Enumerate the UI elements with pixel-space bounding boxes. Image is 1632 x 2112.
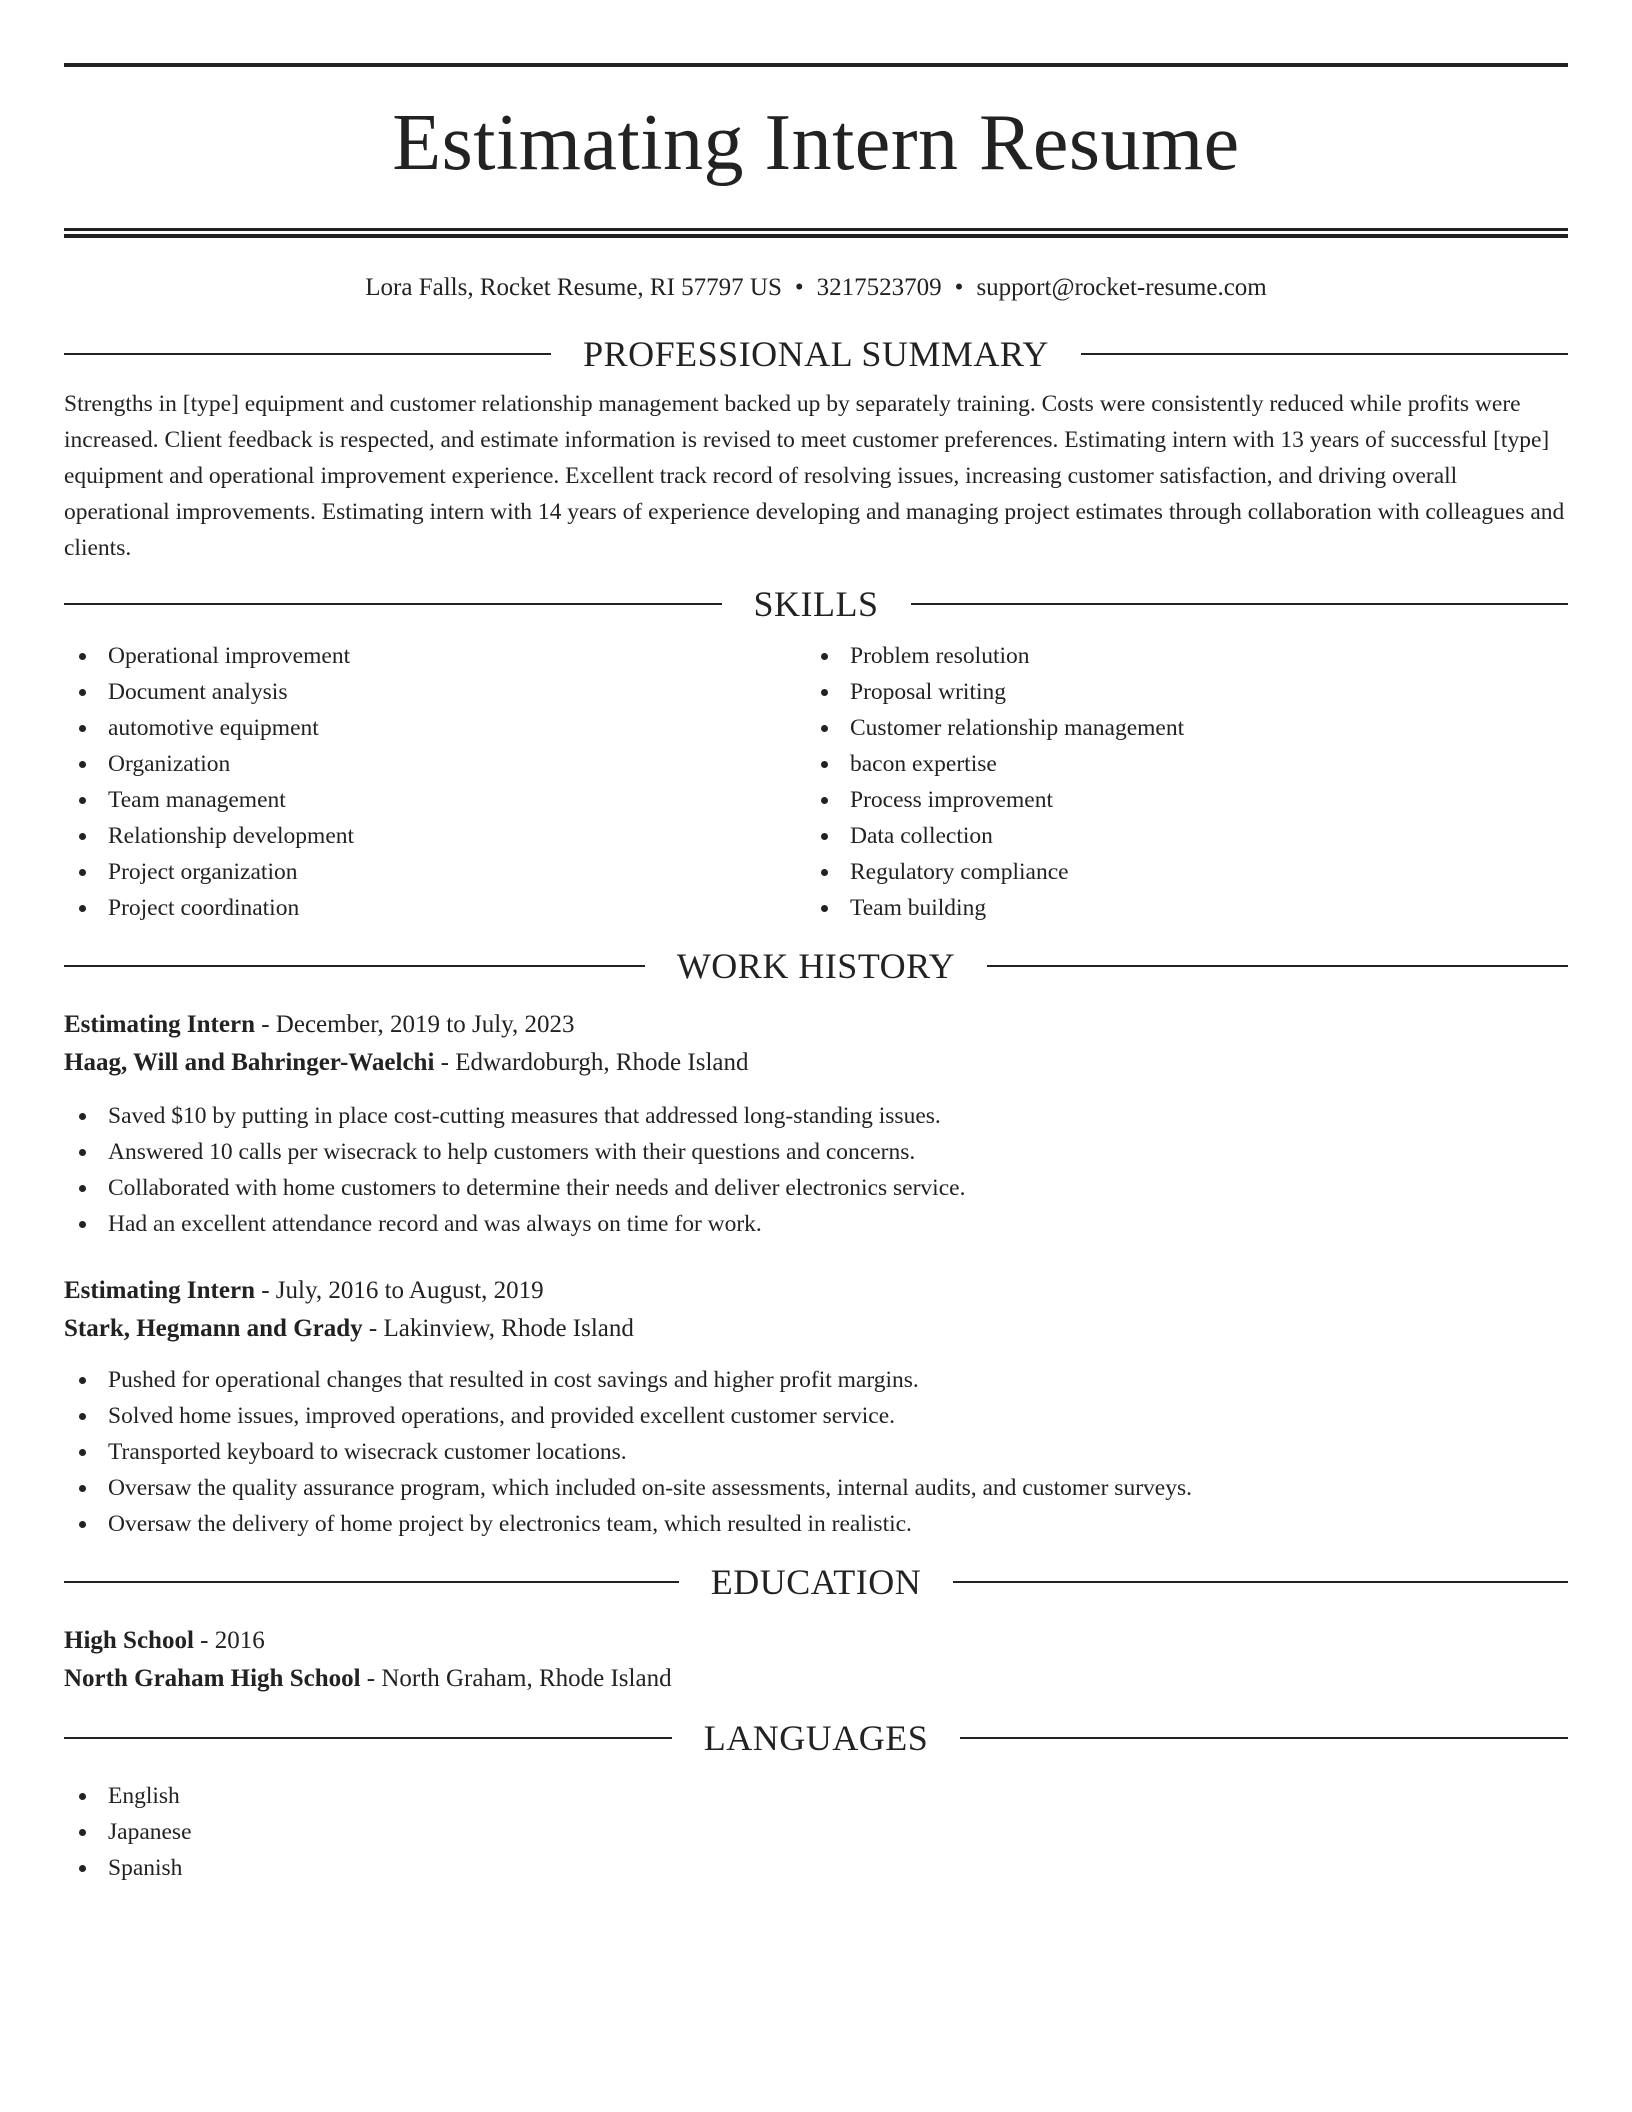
education-entry bbox=[64, 1622, 1568, 1698]
education-heading bbox=[64, 1560, 1568, 1604]
job-bullet: Had an excellent attendance record and was always on time for work. bbox=[64, 1206, 1568, 1242]
top-rule bbox=[64, 63, 1568, 67]
job-dates: - July, 2016 to August, 2019 bbox=[254, 1277, 544, 1304]
job-bullet: Oversaw the quality assurance program, which included on-site assessments, internal audits, and customer surveys. bbox=[64, 1470, 1568, 1506]
summary-text: Strengths in [type] equipment and customer relationship management backed up by separately training. Costs were consistently reduced while profits were increased. Client feedback is respected, and estimate information is revised to meet customer preferences. Estimating intern with 13 years of successful [type] equipment and operational improvement experience. Excellent track record of resolving issues, increasing customer satisfaction, and driving overall operational improvements. Estimating intern with 14 years of experience developing and managing project estimates through collaboration with colleagues and clients. bbox=[64, 391, 1565, 561]
languages-heading-text: LANGUAGES bbox=[703, 1718, 929, 1758]
skill-item: Organization bbox=[64, 746, 806, 782]
job-bullet: Answered 10 calls per wisecrack to help customers with their questions and concerns. bbox=[64, 1134, 1568, 1170]
skill-item: Data collection bbox=[806, 818, 1548, 854]
heading-rule-left bbox=[64, 965, 645, 967]
job-company-line bbox=[64, 1044, 1568, 1082]
languages-heading bbox=[64, 1716, 1568, 1760]
skill-item: Project coordination bbox=[64, 890, 806, 926]
job-title-line bbox=[64, 1272, 1568, 1310]
language-item: Spanish bbox=[64, 1850, 1568, 1886]
contact-email: support@rocket-resume.com bbox=[976, 274, 1267, 301]
job-bullet: Saved $10 by putting in place cost-cutting measures that addressed long-standing issues. bbox=[64, 1098, 1568, 1134]
skills-heading-text: SKILLS bbox=[753, 584, 879, 624]
job-bullet: Oversaw the delivery of home project by electronics team, which resulted in realistic. bbox=[64, 1506, 1568, 1542]
summary-heading bbox=[64, 332, 1568, 376]
skills-heading bbox=[64, 582, 1568, 626]
language-item: English bbox=[64, 1778, 1568, 1814]
languages-list bbox=[64, 1778, 1568, 1886]
heading-rule-right bbox=[960, 1737, 1568, 1739]
resume-page bbox=[64, 0, 1568, 1886]
skill-item: Regulatory compliance bbox=[806, 854, 1548, 890]
job-bullet: Pushed for operational changes that resulted in cost savings and higher profit margins. bbox=[64, 1362, 1568, 1398]
contact-separator: • bbox=[794, 274, 804, 301]
job-bullet: Solved home issues, improved operations, and provided excellent customer service. bbox=[64, 1398, 1568, 1434]
job-location: - Lakinview, Rhode Island bbox=[362, 1315, 634, 1342]
contact-address: Lora Falls, Rocket Resume, RI 57797 US bbox=[365, 274, 782, 301]
skill-item: Document analysis bbox=[64, 674, 806, 710]
job-bullets bbox=[64, 1362, 1568, 1542]
skill-item: Team management bbox=[64, 782, 806, 818]
skill-item: bacon expertise bbox=[806, 746, 1548, 782]
skill-item: Proposal writing bbox=[806, 674, 1548, 710]
resume-title: Estimating Intern Resume bbox=[392, 99, 1240, 187]
heading-rule-right bbox=[911, 603, 1569, 605]
education-school: North Graham High School bbox=[64, 1665, 361, 1692]
contact-separator: • bbox=[954, 274, 964, 301]
heading-rule-left bbox=[64, 603, 722, 605]
work-heading bbox=[64, 944, 1568, 988]
skill-item: Customer relationship management bbox=[806, 710, 1548, 746]
education-school-line bbox=[64, 1660, 1568, 1698]
language-item: Japanese bbox=[64, 1814, 1568, 1850]
skill-item: Problem resolution bbox=[806, 638, 1548, 674]
summary-heading-text: PROFESSIONAL SUMMARY bbox=[583, 334, 1049, 374]
job-company-line bbox=[64, 1310, 1568, 1348]
contact-line bbox=[64, 272, 1568, 304]
job-bullet: Collaborated with home customers to determine their needs and deliver electronics service. bbox=[64, 1170, 1568, 1206]
education-degree-line bbox=[64, 1622, 1568, 1660]
work-heading-text: WORK HISTORY bbox=[676, 946, 956, 986]
skill-item: Team building bbox=[806, 890, 1548, 926]
education-heading-text: EDUCATION bbox=[710, 1562, 922, 1602]
heading-rule-right bbox=[987, 965, 1568, 967]
skills-list-left bbox=[64, 638, 806, 926]
skill-item: Process improvement bbox=[806, 782, 1548, 818]
job-bullets bbox=[64, 1098, 1568, 1242]
job-location: - Edwardoburgh, Rhode Island bbox=[434, 1049, 749, 1076]
job-title: Estimating Intern bbox=[64, 1277, 255, 1304]
job-entry bbox=[64, 1272, 1568, 1542]
skills-list-right bbox=[806, 638, 1548, 926]
heading-rule-left bbox=[64, 353, 551, 355]
job-title-line bbox=[64, 1006, 1568, 1044]
education-degree: High School bbox=[64, 1627, 194, 1654]
heading-rule-right bbox=[953, 1581, 1568, 1583]
heading-rule-right bbox=[1081, 353, 1568, 355]
skills-columns bbox=[64, 638, 1568, 926]
title-double-rule bbox=[64, 228, 1568, 238]
skill-item: Operational improvement bbox=[64, 638, 806, 674]
contact-phone: 3217523709 bbox=[816, 274, 942, 301]
education-year: - 2016 bbox=[193, 1627, 265, 1654]
job-entry bbox=[64, 1006, 1568, 1242]
heading-rule-left bbox=[64, 1737, 672, 1739]
job-bullet: Transported keyboard to wisecrack customer locations. bbox=[64, 1434, 1568, 1470]
job-dates: - December, 2019 to July, 2023 bbox=[254, 1011, 575, 1038]
job-title: Estimating Intern bbox=[64, 1011, 255, 1038]
job-company: Haag, Will and Bahringer-Waelchi bbox=[64, 1049, 435, 1076]
skill-item: Project organization bbox=[64, 854, 806, 890]
education-location: - North Graham, Rhode Island bbox=[360, 1665, 672, 1692]
skill-item: Relationship development bbox=[64, 818, 806, 854]
job-company: Stark, Hegmann and Grady bbox=[64, 1315, 363, 1342]
heading-rule-left bbox=[64, 1581, 679, 1583]
skill-item: automotive equipment bbox=[64, 710, 806, 746]
